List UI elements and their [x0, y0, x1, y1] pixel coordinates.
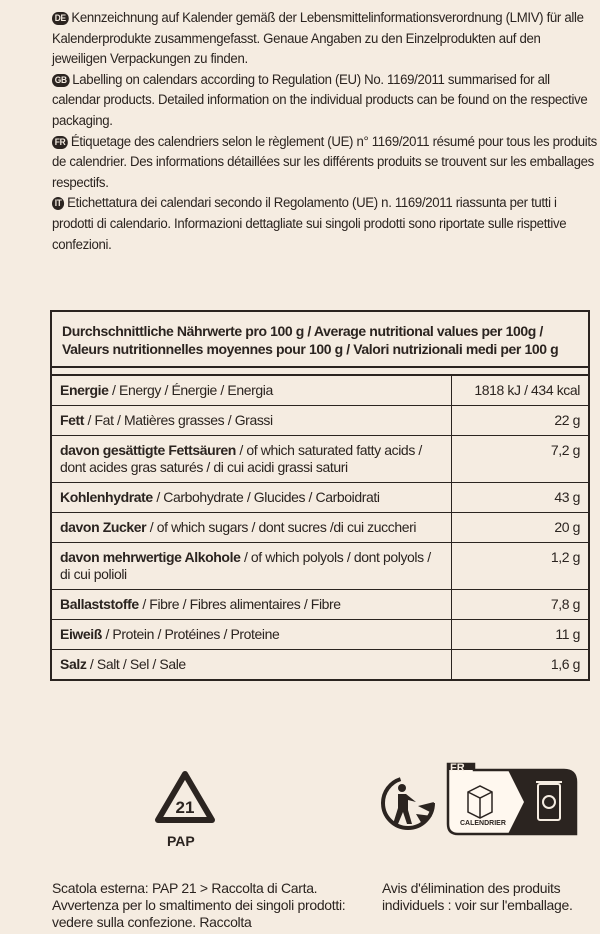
nutrient-value: 7,2 g [550, 442, 580, 458]
nutrition-row [52, 376, 588, 406]
disposal-note-it: Scatola esterna: PAP 21 > Raccolta di Carta. Avvertenza per lo smaltimento dei singoli prodotti: vedere sulla confezione. Raccolta [52, 880, 346, 930]
nutrient-label: davon gesättigte Fettsäuren / of which saturated fatty acids / dont acides gras saturés / di cui acidi grassi saturi [52, 436, 452, 482]
svg-text:21: 21 [175, 798, 195, 817]
nutrient-value: 20 g [554, 519, 580, 535]
triman-icon [380, 772, 442, 834]
divider [52, 368, 588, 376]
nutrient-label: davon Zucker / of which sugars / dont sucres /di cui zuccheri [52, 513, 452, 542]
badge-fr: FR [52, 136, 68, 149]
nutrient-value: 11 g [555, 626, 580, 642]
nutrient-label: Salz / Salt / Sel / Sale [52, 650, 452, 679]
badge-gb: GB [52, 74, 69, 87]
nutrition-row [52, 650, 588, 679]
nutrient-label: Ballaststoffe / Fibre / Fibres alimentaires / Fibre [52, 590, 452, 619]
nutrient-value: 43 g [554, 489, 580, 505]
nutrition-row [52, 513, 588, 543]
nutrition-row [52, 590, 588, 620]
intro-fr: FR Étiquetage des calendriers selon le règlement (UE) n° 1169/2011 résumé pour tous les produits de calendrier. Des informations détaillées sur les différents produits se trouvent sur les emballages respectifs. [52, 133, 597, 191]
badge-it: IT [52, 197, 64, 210]
nutrition-row [52, 406, 588, 436]
badge-de: DE [52, 12, 69, 25]
nutrition-row [52, 483, 588, 513]
nutrient-label: Fett / Fat / Matières grasses / Grassi [52, 406, 452, 435]
nutrition-table-header: Durchschnittliche Nährwerte pro 100 g / Average nutritional values per 100g / Valeurs nutritionnelles moyennes pour 100 g / Valori nutrizionali medi per 100 g [52, 312, 588, 368]
nutrient-value: 22 g [554, 412, 580, 428]
nutrient-label: Energie / Energy / Énergie / Energia [52, 376, 452, 405]
calendar-label: CALENDRIER [460, 820, 506, 827]
nutrition-row [52, 620, 588, 650]
nutrition-row [52, 543, 588, 590]
nutrient-label: davon mehrwertige Alkohole / of which polyols / dont polyols / di cui polioli [52, 543, 452, 589]
nutrient-label: Kohlenhydrate / Carbohydrate / Glucides / Carboidrati [52, 483, 452, 512]
intro-it: IT Etichettatura dei calendari secondo il Regolamento (UE) n. 1169/2011 riassunta per tutti i prodotti di calendario. Informazioni dettagliate sui singoli prodotti sono riportate sulle rispettive confezioni. [52, 195, 567, 253]
nutrient-value: 7,8 g [550, 596, 580, 612]
nutrition-row [52, 436, 588, 483]
fr-tag: FR [450, 762, 465, 774]
intro-gb: GB Labelling on calendars according to Regulation (EU) No. 1169/2011 summarised for all calendar products. Detailed information on the individual products can be found on the respective packaging. [52, 71, 588, 129]
nutrient-value: 1818 kJ / 434 kcal [474, 382, 580, 398]
nutrient-value: 1,6 g [550, 656, 580, 672]
intro-text [52, 8, 597, 255]
disposal-note-fr: Avis d'élimination des produits individuels : voir sur l'emballage. [382, 880, 573, 913]
nutrient-value: 1,2 g [550, 549, 580, 565]
pap-label: PAP [167, 833, 195, 849]
intro-de: DE Kennzeichnung auf Kalender gemäß der Lebensmittelinformationsverordnung (LMIV) für alle Kalenderprodukte zusammengefasst. Genaue Angaben zu den Einzelprodukten auf den jeweiligen Verpackungen zu finden. [52, 10, 584, 68]
nutrition-table [50, 310, 590, 681]
nutrient-label: Eiweiß / Protein / Protéines / Proteine [52, 620, 452, 649]
